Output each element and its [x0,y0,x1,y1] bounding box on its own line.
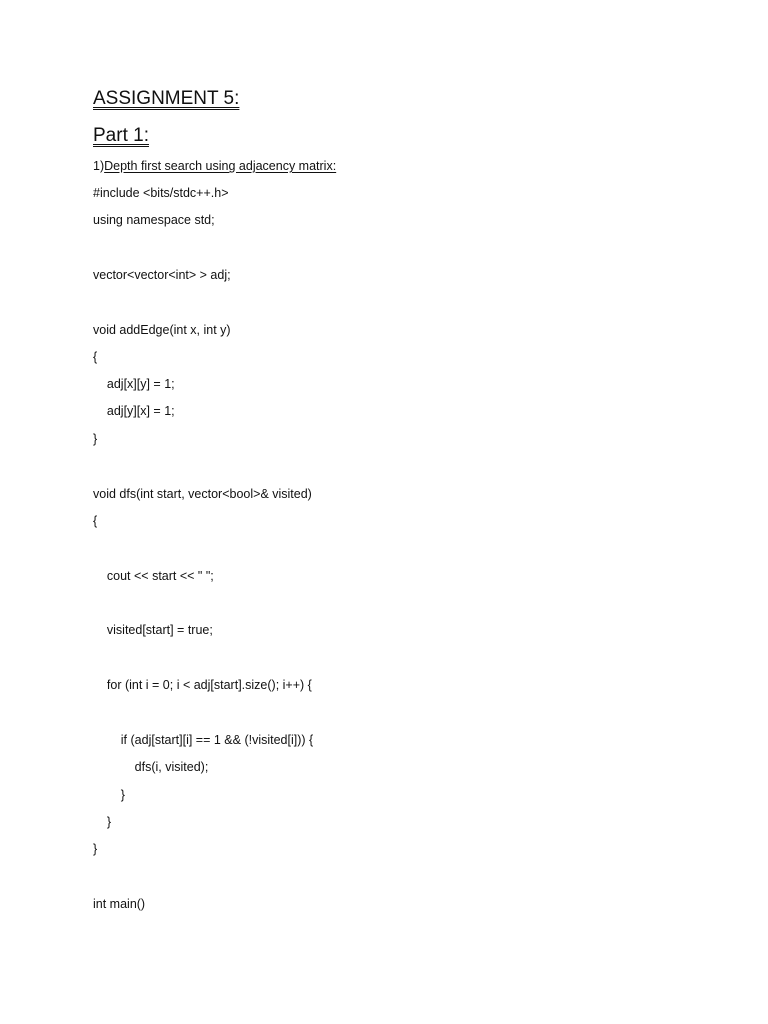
code-line: { [93,514,98,528]
code-line: int main() [93,897,146,911]
code-line: if (adj[start][i] == 1 && (!visited[i])) { [93,733,314,747]
code-line: cout << start << " "; [93,569,214,583]
code-line: void addEdge(int x, int y) [93,323,231,337]
code-line: } [93,815,112,829]
code-line: adj[y][x] = 1; [93,404,175,418]
code-line: void dfs(int start, vector<bool>& visited) [93,487,312,501]
section-title: Depth first search using adjacency matrix: [104,159,337,173]
code-line: vector<vector<int> > adj; [93,268,231,282]
code-line: } [93,842,98,856]
code-line: { [93,350,98,364]
section-heading [93,158,336,174]
code-line: for (int i = 0; i < adj[start].size(); i++) { [93,678,312,692]
code-line: #include <bits/stdc++.h> [93,186,229,200]
code-line: visited[start] = true; [93,623,213,637]
code-line: adj[x][y] = 1; [93,377,175,391]
assignment-title: ASSIGNMENT 5: [93,88,240,109]
code-line: dfs(i, visited); [93,760,209,774]
code-line: using namespace std; [93,213,215,227]
code-line: } [93,788,125,802]
code-line: } [93,432,98,446]
section-number: 1) [93,159,105,173]
part-heading: Part 1: [93,125,149,146]
